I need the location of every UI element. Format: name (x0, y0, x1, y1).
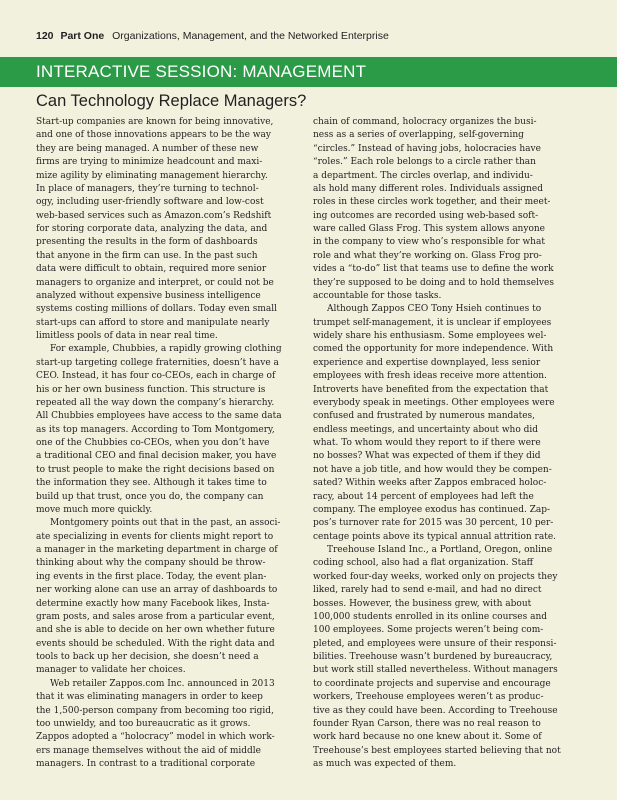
part-subtitle: Organizations, Management, and the Networked Enterprise (112, 30, 389, 42)
right-column (313, 116, 571, 771)
text-line: firms are trying to minimize headcount and maxi- (36, 157, 263, 168)
banner-title: INTERACTIVE SESSION: MANAGEMENT (36, 62, 367, 81)
text-line: web-based services such as Amazon.com’s Redshift (36, 210, 272, 221)
text-line: bilities. Treehouse wasn’t burdened by bureaucracy, (313, 652, 553, 662)
text-line: ogy, including user-friendly software and low-cost (36, 197, 264, 208)
text-line: ing outcomes are recorded using web-based soft- (313, 210, 539, 221)
text-line: determine exactly how many Facebook likes, Insta- (36, 598, 270, 609)
text-line: to coordinate projects and supervise and encourage (313, 678, 551, 689)
text-line: data were difficult to obtain, required more senior (36, 264, 267, 275)
text-line: for storing corporate data, analyzing the data, and (36, 224, 268, 234)
text-line: but work still stalled nevertheless. Without managers (313, 665, 558, 676)
text-line: In place of managers, they’re turning to technol- (36, 183, 259, 194)
page-number: 120 (36, 30, 54, 42)
text-line: chain of command, holocracy organizes the busi- (313, 117, 537, 127)
text-line: Zappos adopted a “holocracy” model in which work- (36, 732, 275, 743)
text-line: start-ups can afford to store and manipulate nearly (36, 317, 270, 328)
text-line: Web retailer Zappos.com Inc. announced in 2013 (50, 678, 275, 689)
text-line: company. The employee exodus has continued. Zap- (313, 504, 551, 515)
text-line: trumpet self-management, it is unclear if employees (313, 317, 552, 328)
text-line: his or her own business function. This structure is (36, 384, 266, 395)
text-line: coding school, also had a flat organization. Staff (313, 558, 534, 569)
text-line: ers manage themselves without the aid of middle (36, 745, 262, 756)
text-line: presenting the results in the form of dashboards (36, 237, 258, 248)
text-line: gram posts, and sales arose from a particular event, (36, 611, 275, 622)
text-line: Start-up companies are known for being innovative, (36, 117, 274, 127)
text-line: Although Zappos CEO Tony Hsieh continues to (327, 304, 542, 315)
text-line: endless meetings, and uncertainty about who did (313, 424, 539, 435)
running-header (36, 30, 389, 42)
text-line: tive as they could have been. According to Treehouse (313, 705, 558, 716)
text-line: that it was eliminating managers in order to keep (36, 692, 263, 703)
text-line: “roles.” Each role belongs to a circle rather than (313, 157, 536, 168)
text-line: racy, about 14 percent of employees had left the (313, 491, 534, 502)
text-line: pleted, and employees were unsure of their responsi- (313, 638, 557, 649)
text-line: Montgomery points out that in the past, an associ- (50, 518, 281, 529)
text-line: manager to validate her choices. (36, 665, 186, 676)
text-line: a department. The circles overlap, and individu- (313, 170, 533, 181)
text-line: the 1,500-person company from becoming too rigid, (36, 705, 274, 716)
text-line: no bosses? What was expected of them if they did (313, 451, 541, 462)
text-line: everybody speak in meetings. Other employees were (313, 397, 555, 408)
text-line: move much more quickly. (36, 504, 153, 515)
text-line: comed the opportunity for more independence. With (313, 344, 554, 355)
section-banner (0, 57, 617, 87)
text-line: workers, Treehouse employees weren’t as produc- (313, 692, 544, 703)
text-line: to trust people to make the right decisions based on (36, 464, 275, 475)
article-title: Can Technology Replace Managers? (36, 92, 307, 110)
text-line: ness as a series of overlapping, self-governing (313, 130, 524, 141)
text-line: pos’s turnover rate for 2015 was 30 percent, 10 per- (313, 518, 554, 529)
text-line: bosses. However, the business grew, with about (313, 598, 532, 609)
text-line: what. To whom would they report to if there were (313, 438, 541, 448)
text-line: Treehouse’s best employees started believing that not (313, 745, 561, 756)
text-line: sated? Within weeks after Zappos embraced holoc- (313, 478, 547, 489)
text-line: analyzed without expensive business intelligence (36, 290, 261, 301)
text-line: thinking about why the company should be throw- (36, 558, 266, 569)
text-line: For example, Chubbies, a rapidly growing clothing (50, 344, 282, 355)
text-line: tools to back up her decision, she doesn’t need a (36, 652, 259, 662)
text-line: Introverts have benefited from the expectation that (313, 384, 549, 395)
text-line: ing events in the first place. Today, the event plan- (36, 571, 267, 582)
text-line: build up that trust, once you do, the company can (36, 491, 264, 502)
text-line: centage points above its typical annual attrition rate. (313, 531, 557, 542)
text-line: work hard because no one knew about it. Some of (313, 732, 542, 743)
text-line: CEO. Instead, it has four co-CEOs, each in charge of (36, 371, 276, 382)
text-line: too unwieldy, and too bureaucratic as it grows. (36, 718, 251, 729)
text-line: a traditional CEO and final decision maker, you have (36, 451, 277, 462)
text-line: accountable for those tasks. (313, 290, 442, 301)
text-line: roles in these circles work together, and their meet- (313, 197, 551, 208)
text-line: All Chubbies employees have access to the same data (36, 411, 282, 422)
text-line: role and what they’re working on. Glass Frog pro- (313, 250, 542, 261)
text-line: start-up targeting college fraternities, doesn’t have a (36, 357, 279, 368)
text-line: widely share his enthusiasm. Some employees wel- (313, 331, 547, 341)
text-line: and one of those innovations appears to be the way (36, 130, 271, 141)
text-line: 100,000 students enrolled in its online courses and (313, 611, 548, 622)
text-line: worked four-day weeks, worked only on projects they (313, 571, 558, 582)
text-line: mize agility by eliminating management hierarchy. (36, 170, 268, 181)
text-line: repeated all the way down the company’s hierarchy. (36, 397, 275, 408)
text-line: a manager in the marketing department in charge of (36, 545, 278, 555)
text-line: “circles.” Instead of having jobs, holocracies have (313, 143, 541, 154)
text-line: systems costing millions of dollars. Today even small (36, 304, 278, 315)
text-line: ate specializing in events for clients might report to (36, 531, 274, 542)
text-line: liked, rarely had to send e-mail, and had no direct (313, 585, 542, 596)
left-column (36, 116, 294, 771)
text-line: als hold many different roles. Individuals assigned (313, 183, 543, 194)
text-line: in the company to view who’s responsible for what (313, 237, 545, 248)
text-line: as its top managers. According to Tom Montgomery, (36, 424, 275, 435)
text-line: the information they see. Although it takes time to (36, 478, 267, 489)
text-line: not have a job title, and how would they be compen- (313, 464, 552, 475)
text-line: vides a “to-do” list that teams use to define the work (313, 264, 554, 275)
text-line: as much was expected of them. (313, 759, 457, 769)
text-line: managers. In contrast to a traditional corporate (36, 759, 256, 769)
text-line: one of the Chubbies co-CEOs, when you don’t have (36, 438, 270, 448)
text-line: they’re supposed to be doing and to hold themselves (313, 277, 554, 288)
text-line: they are being managed. A number of these new (36, 143, 259, 154)
text-line: employees with fresh ideas receive more attention. (313, 371, 547, 382)
text-line: founder Ryan Carson, there was no real reason to (313, 718, 541, 729)
text-line: ner working alone can use an array of dashboards to (36, 585, 278, 596)
text-line: limitless pools of data in near real time. (36, 331, 218, 341)
text-line: managers to organize and interpret, or could not be (36, 277, 274, 288)
text-line: confused and frustrated by numerous mandates, (313, 411, 536, 422)
text-line: and she is able to decide on her own whether future (36, 625, 275, 636)
text-line: Treehouse Island Inc., a Portland, Oregon, online (327, 545, 553, 555)
text-line: that anyone in the firm can use. In the past such (36, 250, 258, 261)
text-line: ware called Glass Frog. This system allows anyone (313, 224, 545, 234)
text-line: experience and expertise downplayed, less senior (313, 357, 541, 368)
part-label: Part One (60, 30, 105, 42)
text-line: events should be scheduled. With the right data and (36, 638, 275, 649)
text-line: 100 employees. Some projects weren’t being com- (313, 625, 544, 636)
